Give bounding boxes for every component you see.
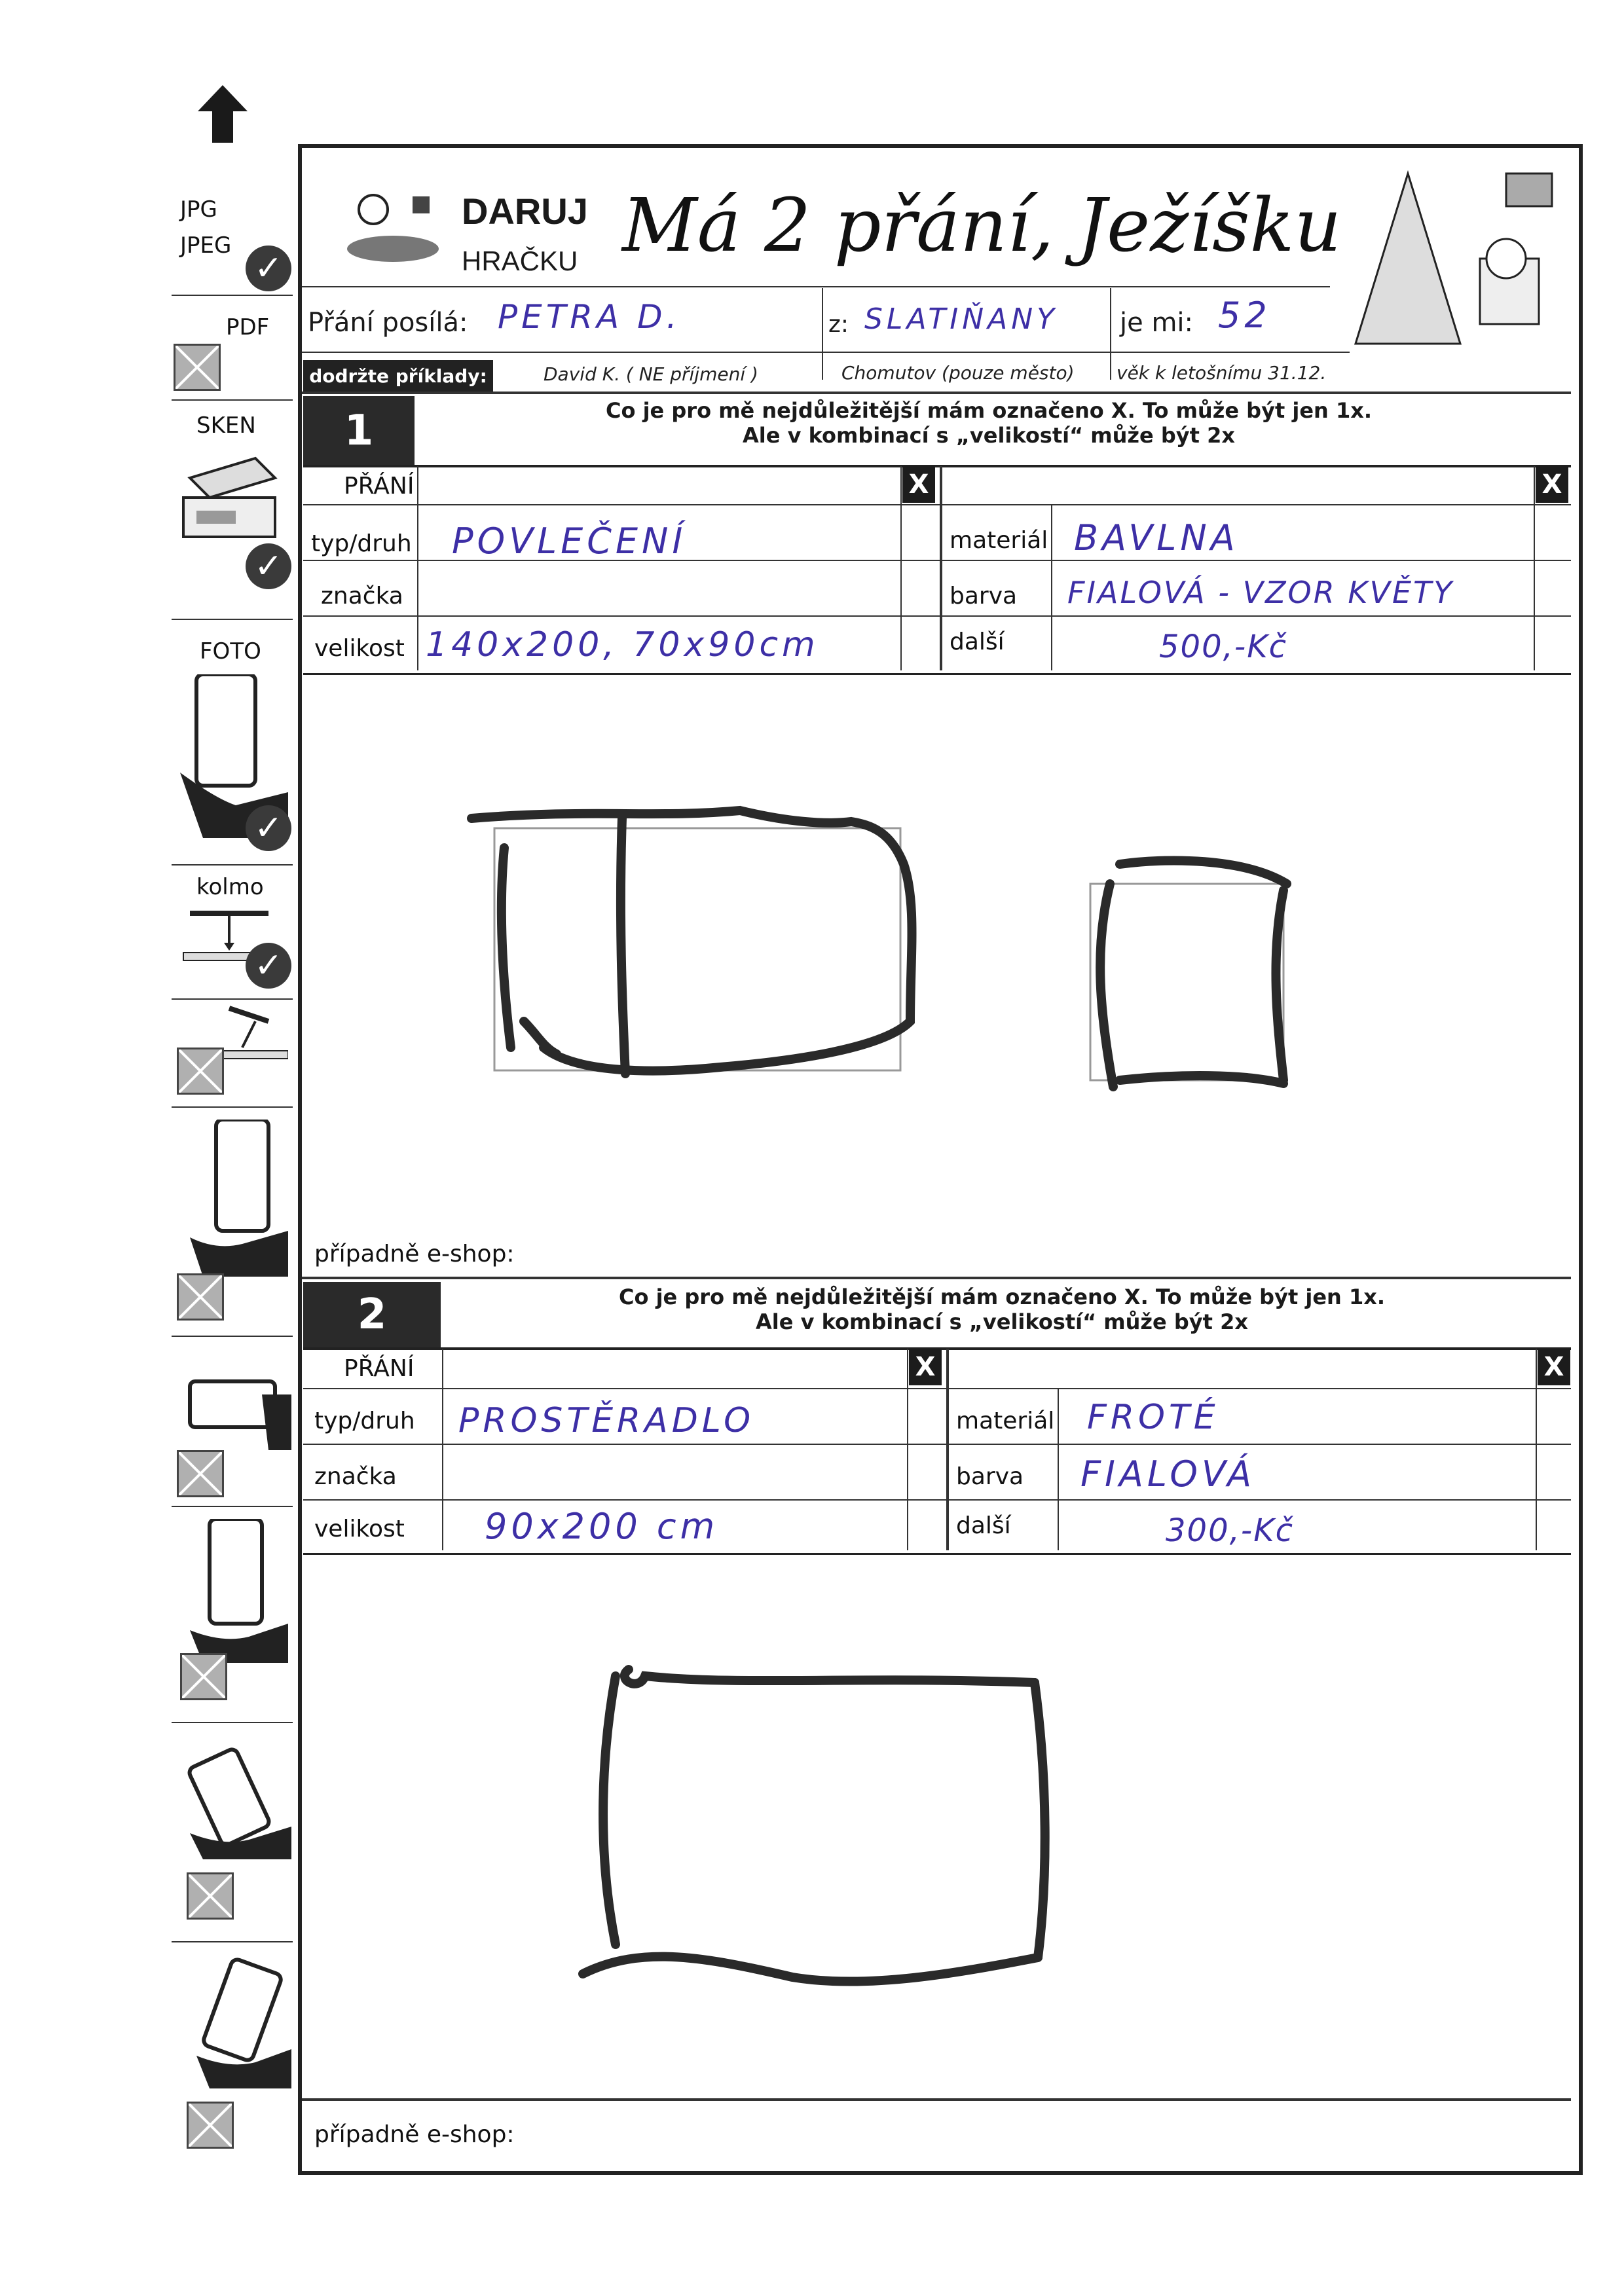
christmas-tree-illustration [1349,160,1565,376]
x-mark: X [1538,1349,1570,1385]
wish-number: 2 [303,1282,441,1347]
crossed-box-icon [187,2102,234,2149]
color-value: FIALOVÁ - VZOR KVĚTY [1067,575,1454,610]
sidebar-kolmo-label: kolmo [196,874,264,900]
examples-label: dodržte příklady: [303,360,493,392]
wish-instruction-line2: Ale v kombinací s „velikostí“ může být 2x [756,1309,1248,1334]
material-label: materiál [950,527,1048,554]
eshop-label: případně e-shop: [314,1241,515,1267]
sidebar-jpeg-label: JPEG [180,232,232,259]
crossed-box-icon [187,1872,234,1920]
type-label: typ/druh [311,530,412,557]
color-label: barva [950,583,1018,610]
type-value: POVLEČENÍ [452,520,687,562]
x-mark: X [909,1349,942,1385]
color-label: barva [956,1463,1024,1490]
page-title: Má 2 přání, Ježíšku [622,183,1342,268]
phone-in-hand-icon [183,1519,295,1663]
sketch-sheet-drawing [576,1650,1074,2016]
age-value: 52 [1218,295,1271,336]
logo-daruj: DARUJ [462,191,588,232]
crossed-box-icon [177,1450,224,1497]
size-value: 140x200, 70x90cm [426,625,819,665]
brand-label: značka [314,1463,397,1490]
eshop-label: případně e-shop: [314,2121,515,2148]
sidebar-pdf-label: PDF [226,314,270,340]
x-mark: X [902,466,935,503]
logo-hracku: HRAČKU [462,246,578,276]
sender-value: PETRA D. [498,298,681,336]
children-illustration [334,177,458,275]
other-value: 300,-Kč [1166,1512,1295,1549]
check-icon: ✓ [246,246,291,291]
example-city: Chomutov (pouze město) [841,362,1075,384]
size-label: velikost [314,1516,405,1542]
phone-tilted-icon [190,1958,295,2088]
wish-label: PŘÁNÍ [344,1355,415,1382]
age-label: je mi: [1120,308,1193,338]
type-label: typ/druh [314,1408,415,1434]
other-label: další [950,629,1005,655]
crossed-box-icon [174,344,221,391]
check-icon: ✓ [246,805,291,851]
angled-icon [223,1002,288,1061]
crossed-box-icon [177,1048,224,1095]
other-value: 500,-Kč [1159,629,1288,665]
phone-tilted-icon [183,1741,295,1859]
x-mark: X [1536,466,1568,503]
check-icon: ✓ [246,543,291,589]
crossed-box-icon [180,1653,227,1700]
up-arrow-icon [196,85,249,144]
from-value: SLATIŇANY [864,302,1058,336]
size-value: 90x200 cm [485,1506,719,1547]
wish-instruction-line2: Ale v kombinací s „velikostí“ může být 2x [743,423,1235,448]
brand-label: značka [321,583,403,610]
wish-instruction-line1: Co je pro mě nejdůležitější mám označeno X. To může být jen 1x. [605,398,1373,423]
size-label: velikost [314,635,405,662]
phone-in-hand-icon [177,1120,295,1277]
wish-number: 1 [303,396,415,465]
type-value: PROSTĚRADLO [458,1401,755,1440]
crossed-box-icon [177,1273,224,1321]
example-age: věk k letošnímu 31.12. [1116,362,1327,384]
check-icon: ✓ [246,943,291,989]
sketch-duvet-drawing [458,786,1310,1126]
sender-label: Přání posílá: [308,308,468,338]
scanner-icon [177,452,282,543]
from-label: z: [828,311,849,338]
material-value: BAVLNA [1074,517,1239,558]
sidebar-foto-label: FOTO [200,638,261,665]
phone-landscape-icon [183,1368,295,1453]
wish-label: PŘÁNÍ [344,473,415,500]
wish-instruction-line1: Co je pro mě nejdůležitější mám označeno X. To může být jen 1x. [618,1285,1386,1309]
sidebar-jpg-label: JPG [180,196,217,223]
material-value: FROTÉ [1087,1398,1219,1437]
example-name: David K. ( NE příjmení ) [544,363,758,385]
color-value: FIALOVÁ [1080,1453,1256,1495]
material-label: materiál [956,1408,1055,1434]
other-label: další [956,1512,1011,1539]
sidebar-sken-label: SKEN [196,412,256,439]
